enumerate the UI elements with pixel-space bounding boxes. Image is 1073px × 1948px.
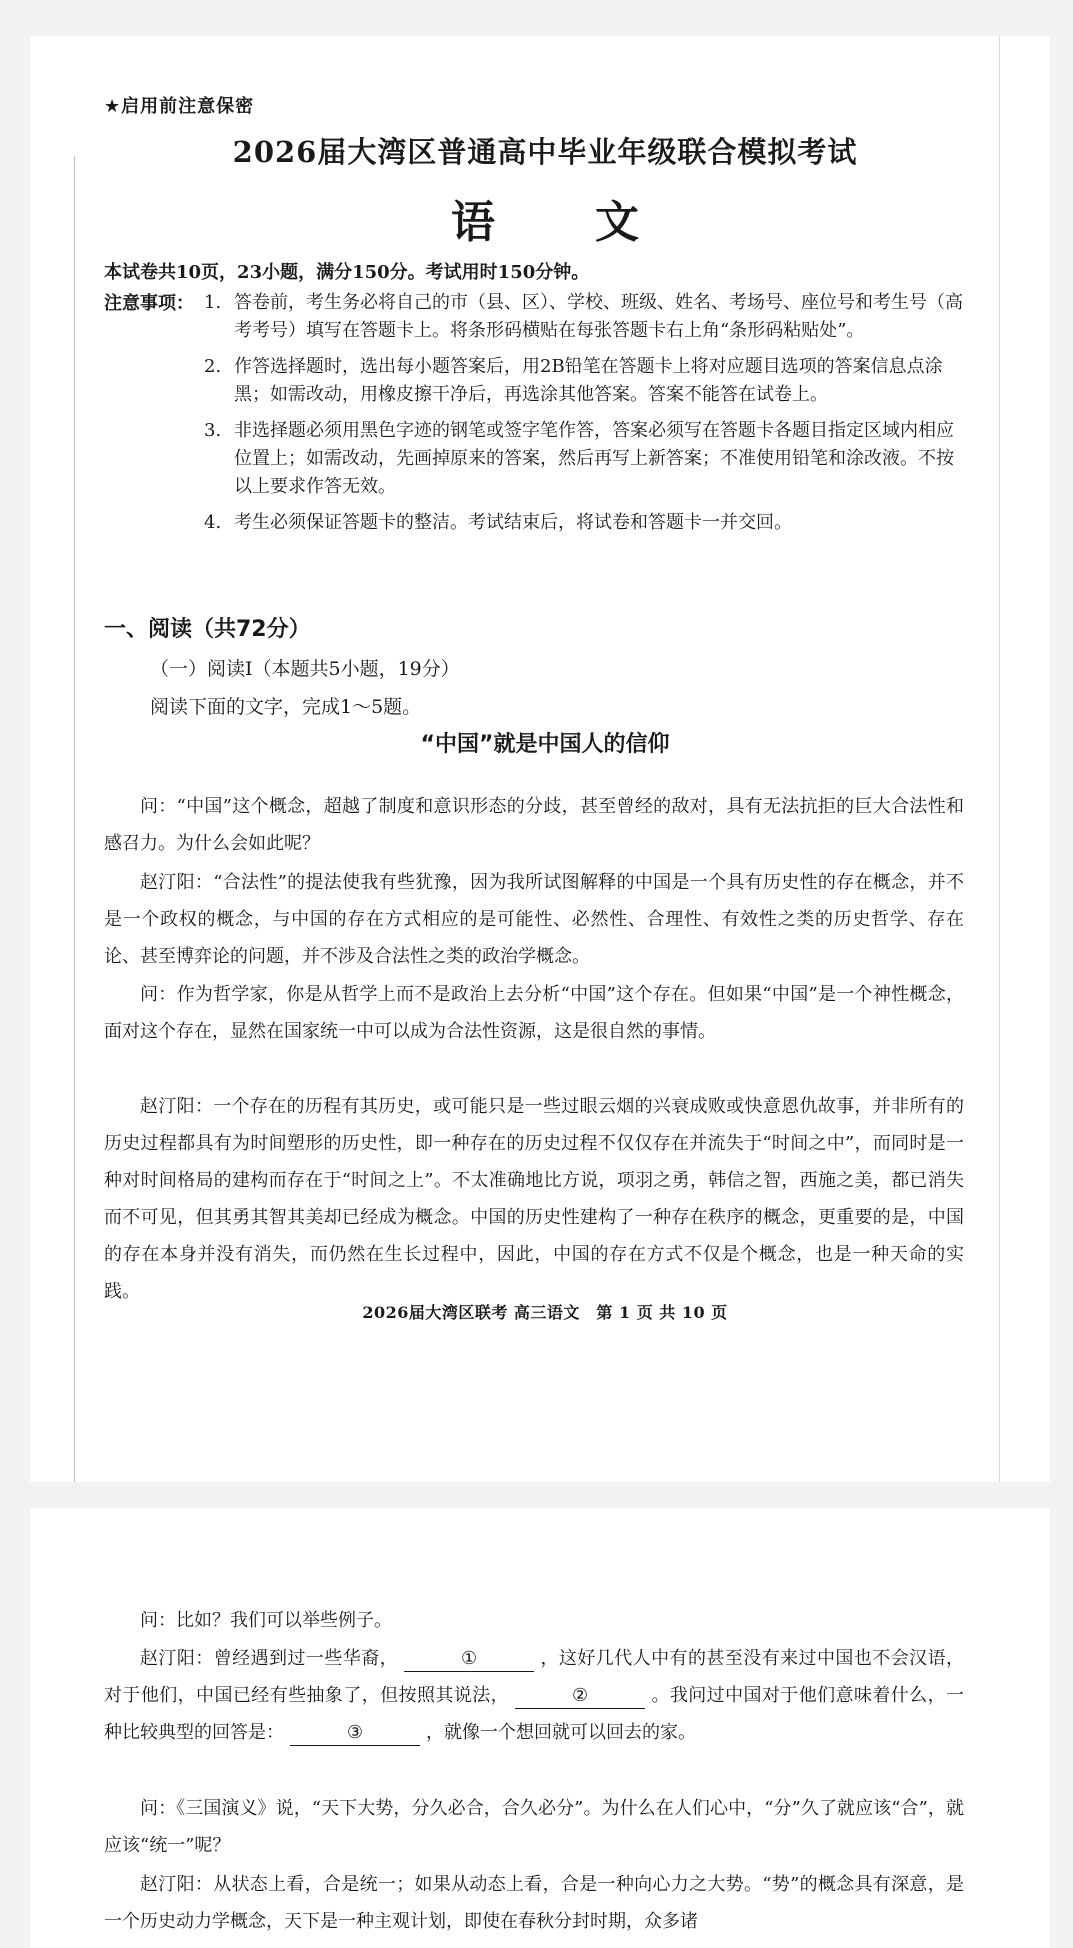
page-footer: 2026届大湾区联考 高三语文 第 1 页 共 10 页 [362,1303,728,1322]
notice-number: 2. [204,356,222,377]
paragraph-text: 赵汀阳：曾经遇到过一些华裔， [140,1648,399,1669]
page-edge-line [999,36,1000,1482]
confidential-label: ★启用前注意保密 [104,96,255,117]
exam-title: 2026届大湾区普通高中毕业年级联合模拟考试 [232,135,858,169]
notice-label: 注意事项： [104,293,194,314]
article-paragraph: 问：“中国”这个概念，超越了制度和意识形态的分歧，甚至曾经的敌对，具有无法抗拒的巨大合法性和感召力。为什么会如此呢？ [104,796,964,854]
article-paragraph: 赵汀阳：“合法性”的提法使我有些犹豫，因为我所试图解释的中国是一个具有历史性的存在概念，并不是一个政权的概念，与中国的存在方式相应的是可能性、必然性、合理性、有效性之类的历史哲学、存在论、甚至博弈论的问题，并不涉及合法性之类的政治学概念。 [104,872,964,967]
notice-number: 1. [204,292,222,313]
notice-text: 作答选择题时，选出每小题答案后，用2B铅笔在答题卡上将对应题目选项的答案信息点涂黑；如需改动，用橡皮擦干净后，再选涂其他答案。答案不能答在试卷上。 [234,356,943,405]
article-paragraph: 问：《三国演义》说，“天下大势，分久必合，合久必分”。为什么在人们心中，“分”久了就应该“合”，就应该“统一”呢？ [104,1798,964,1856]
article-paragraph: 赵汀阳：从状态上看，合是统一；如果从动态上看，合是一种向心力之大势。“势”的概念具有深意，是一个历史动力学概念，天下是一种主观计划，即使在春秋分封时期，众多诸 [104,1874,964,1932]
section-title: 一、阅读（共72分） [104,617,311,642]
paragraph-text: 。我问过中国对于他们意味着什么，一种比较典型的回答是： [104,1685,965,1743]
article-title: “中国”就是中国人的信仰 [420,732,670,757]
article-paragraph: 问：作为哲学家，你是从哲学上而不是政治上去分析“中国”这个存在。但如果“中国”是一个神性概念，面对这个存在，显然在国家统一中可以成为合法性资源，这是很自然的事情。 [104,984,964,1042]
subject-title: 语 文 [451,197,667,248]
article-paragraph: 赵汀阳：一个存在的历程有其历史，或可能只是一些过眼云烟的兴衰成败或快意恩仇故事，并非所有的历史过程都具有为时间塑形的历史性，即一种存在的历史过程不仅仅存在并流失于“时间之中”，而同时是一种对时间格局的建构而存在于“时间之上”。不太准确地比方说，项羽之勇，韩信之智，西施之美，都已消失而不可见，但其勇其智其美却已经成为概念。中国的历史性建构了一种存在秩序的概念，更重要的是，中国的存在本身并没有消失，而仍然在生长过程中，因此，中国的存在方式不仅是个概念，也是一种天命的实践。 [104,1096,964,1302]
notice-list [204,289,964,537]
notice-item [204,353,964,409]
fill-blank-2: ② [515,1684,645,1709]
fill-blank-1: ① [404,1647,534,1672]
notice-item [204,509,964,537]
notice-number: 3. [204,420,222,441]
page-binding-line [74,156,75,1482]
notice-text: 考生必须保证答题卡的整洁。考试结束后，将试卷和答题卡一并交回。 [234,512,792,533]
reading-instruction: 阅读下面的文字，完成1～5题。 [150,696,422,718]
paragraph-text: ，这好几代人中有的甚至没有来过中国也不会汉语，对于他们，中国已经有些抽象了，但按照其说法， [104,1648,965,1706]
notice-item [204,417,964,501]
article-paragraph-with-blanks [104,1640,964,1751]
exam-meta: 本试卷共10页，23小题，满分150分。考试用时150分钟。 [104,262,590,283]
notice-text: 非选择题必须用黑色字迹的钢笔或签字笔作答，答案必须写在答题卡各题目指定区域内相应位置上；如需改动，先画掉原来的答案，然后再写上新答案；不准使用铅笔和涂改液。不按以上要求作答无效。 [234,420,954,497]
subsection-title: （一）阅读I（本题共5小题，19分） [150,658,460,680]
paragraph-text: ，就像一个想回就可以回去的家。 [426,1722,696,1743]
article-paragraph: 问：比如？我们可以举些例子。 [140,1610,392,1631]
notice-text: 答卷前，考生务必将自己的市（县、区）、学校、班级、姓名、考场号、座位号和考生号（高考考号）填写在答题卡上。将条形码横贴在每张答题卡右上角“条形码粘贴处”。 [234,292,963,341]
notice-item [204,289,964,345]
notice-number: 4. [204,512,222,533]
fill-blank-3: ③ [290,1721,420,1746]
